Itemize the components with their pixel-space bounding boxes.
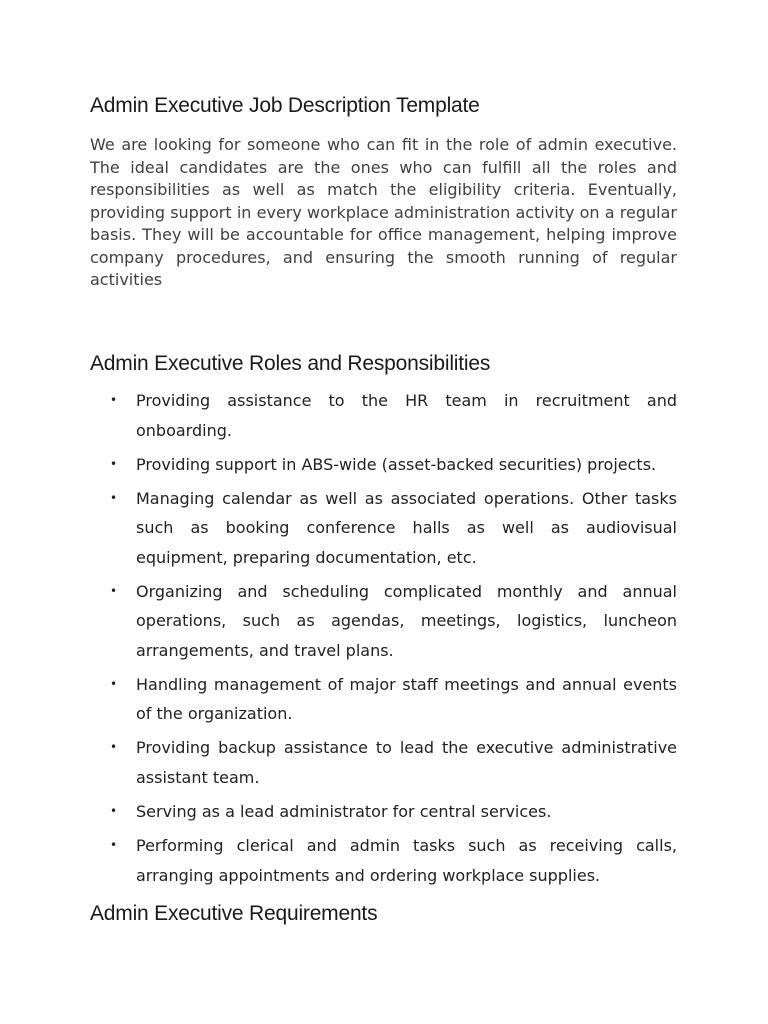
- list-item-text: Managing calendar as well as associated operations. Other tasks such as booking conference halls as well as audiovisual equipment, preparing documentation, etc.: [136, 488, 677, 567]
- document-title: Admin Executive Job Description Template: [90, 94, 480, 117]
- bullet-icon: •: [110, 583, 118, 598]
- list-item: [90, 831, 677, 890]
- requirements-heading: Admin Executive Requirements: [90, 902, 378, 925]
- bullet-icon: •: [110, 676, 118, 691]
- bullet-icon: •: [110, 490, 118, 505]
- list-item-text: Performing clerical and admin tasks such as receiving calls, arranging appointments and ordering workplace supplies.: [136, 836, 677, 885]
- list-item: [90, 733, 677, 792]
- list-item-text: Serving as a lead administrator for central services.: [136, 802, 552, 822]
- list-item: [90, 450, 677, 480]
- list-item-text: Providing support in ABS-wide (asset-backed securities) projects.: [136, 454, 657, 474]
- bullet-icon: •: [110, 393, 118, 407]
- list-item: [90, 386, 677, 445]
- list-item: [90, 484, 677, 573]
- list-item-text: Providing assistance to the HR team in recruitment and onboarding.: [136, 391, 677, 440]
- intro-paragraph: We are looking for someone who can fit in the role of admin executive. The ideal candidates are the ones who can fulfill all the roles and responsibilities as well as match the eligibility criteria. Eventually, providing support in every workplace administration activity on a regular basis. They will be accountable for office management, helping improve company procedures, and ensuring the smooth running of regular activities: [90, 135, 677, 289]
- list-item: [90, 797, 677, 827]
- bullet-icon: •: [110, 740, 118, 755]
- bullet-icon: •: [110, 804, 118, 819]
- list-item-text: Providing backup assistance to lead the executive administrative assistant team.: [136, 738, 677, 787]
- list-item: [90, 577, 677, 666]
- responsibilities-list: [90, 386, 677, 895]
- list-item-text: Handling management of major staff meetings and annual events of the organization.: [136, 674, 677, 724]
- bullet-icon: •: [110, 838, 118, 853]
- bullet-icon: •: [110, 456, 118, 471]
- list-item-text: Organizing and scheduling complicated monthly and annual operations, such as agendas, meetings, logistics, luncheon arrangements, and travel plans.: [136, 581, 677, 660]
- list-item: [90, 670, 677, 729]
- roles-heading: Admin Executive Roles and Responsibilities: [90, 352, 491, 375]
